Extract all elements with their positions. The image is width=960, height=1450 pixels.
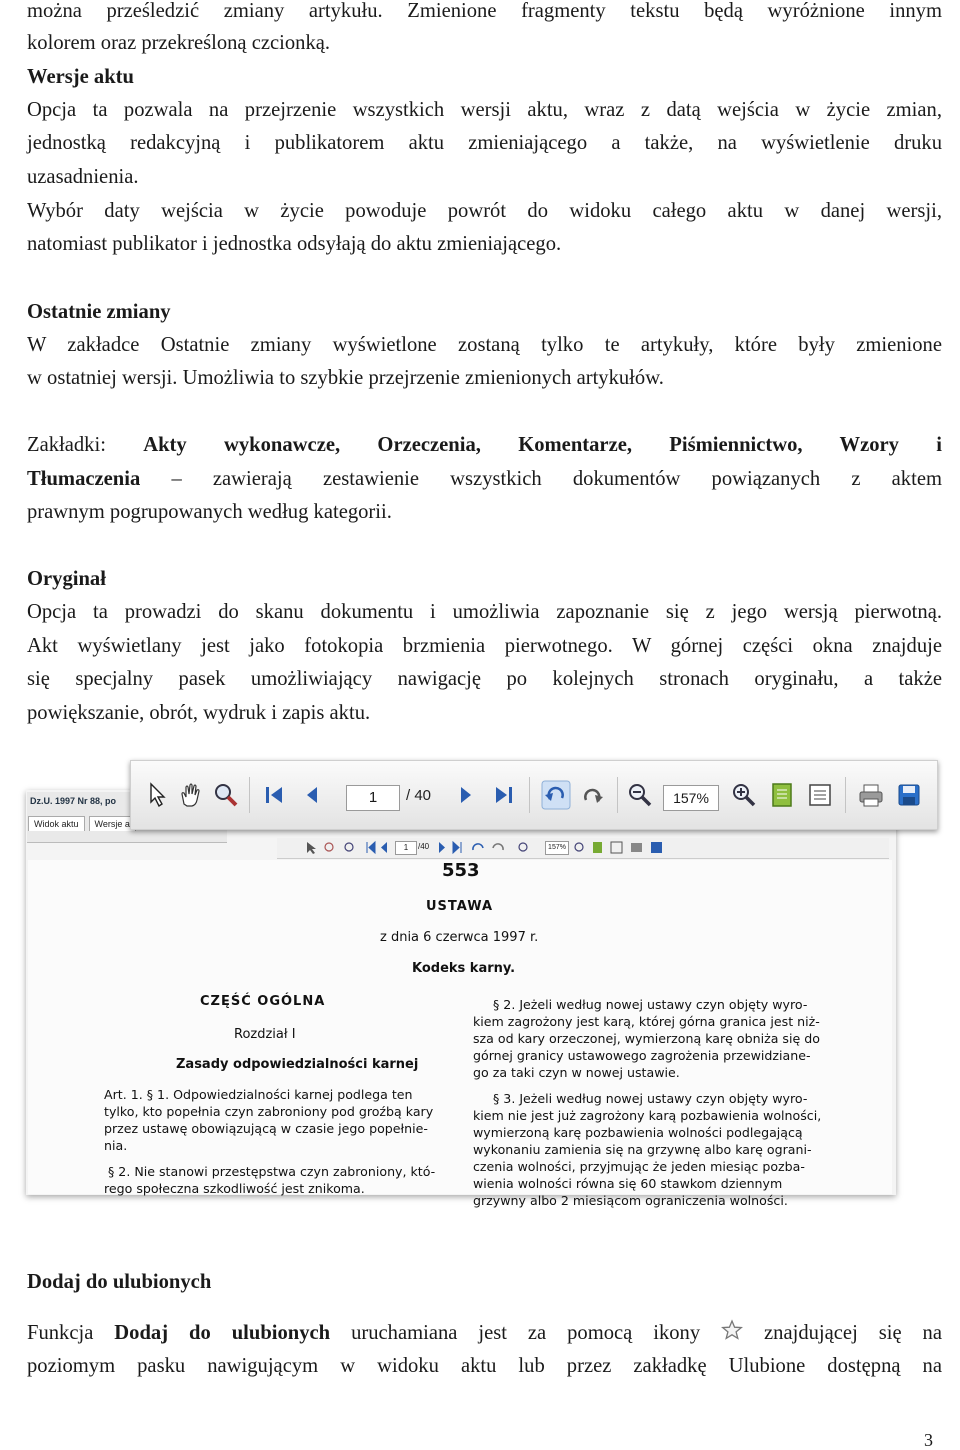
dodaj-pre: Funkcja <box>27 1322 94 1344</box>
scan-right-line: kiem zagrożony jest karą, której górna granica jest niż- <box>473 1014 820 1029</box>
viewer-tabs <box>28 816 136 831</box>
wersje-line-1: Opcja ta pozwala na przejrzenie wszystkich wersji aktu, wraz z datą wejścia w życie zmian, <box>27 99 942 121</box>
intro-line-2: kolorem oraz przekreśloną czcionką. <box>27 32 331 54</box>
zoom-out-icon[interactable] <box>625 781 655 809</box>
zakladki-bold-2: Tłumaczenia <box>27 468 141 490</box>
rotate-right-icon[interactable] <box>579 781 609 809</box>
zakladki-line-2 <box>27 463 942 497</box>
heading-dodaj-do-ulubionych: Dodaj do ulubionych <box>27 1271 212 1293</box>
rotate-left-icon[interactable] <box>539 781 573 809</box>
scanned-page <box>28 860 892 1208</box>
last-page-icon[interactable] <box>489 781 519 809</box>
oryginal-line-1: Opcja ta prowadzi do skanu dokumentu i umożliwia zapoznanie się z jego wersją pierwotną. <box>27 601 942 623</box>
small-zoom-input[interactable]: 157% <box>545 841 569 855</box>
next-page-icon[interactable] <box>451 781 481 809</box>
oryginal-line-3: się specjalny pasek umożliwiający nawigację po kolejnych stronach oryginału, a także <box>27 668 942 690</box>
scan-right-line: kiem nie jest już zagrożony karą pozbawienia wolności, <box>473 1108 822 1123</box>
dodaj-bold: Dodaj do ulubionych <box>114 1322 331 1344</box>
dodaj-line-1 <box>27 1317 942 1353</box>
heading-ostatnie-zmiany: Ostatnie zmiany <box>27 301 171 323</box>
scan-right-line: czenia wolności, przyjmując że jeden miesiąc pozba- <box>473 1159 805 1174</box>
scan-left-line: tylko, kto popełnia czyn zabroniony pod groźbą kary <box>104 1104 434 1119</box>
first-page-icon[interactable] <box>259 781 289 809</box>
zoom-search-icon[interactable] <box>211 781 241 809</box>
select-arrow-icon[interactable] <box>143 781 171 809</box>
scan-right-line: wienia wolności równa się 60 stawkom dziennym <box>473 1176 783 1191</box>
prev-page-icon[interactable] <box>297 781 327 809</box>
toolbar-separator <box>845 777 846 813</box>
zakladki-prefix: Zakładki: <box>27 434 106 456</box>
scan-left-line: § 2. Nie stanowi przestępstwa czyn zabroniony, któ- <box>108 1164 436 1179</box>
zoom-in-icon[interactable] <box>729 781 759 809</box>
magnified-toolbar <box>130 760 938 830</box>
toolbar-separator <box>617 777 618 813</box>
zoom-level-input[interactable]: 157% <box>663 785 719 811</box>
scan-left-line: rego społeczna szkodliwość jest znikoma. <box>104 1181 365 1196</box>
heading-wersje-aktu: Wersje aktu <box>27 66 134 88</box>
tab-wersje-aktu[interactable]: Wersje a <box>89 816 136 831</box>
zakladki-line-1 <box>27 429 942 463</box>
scan-name: Kodeks karny. <box>412 961 516 976</box>
fit-width-icon[interactable] <box>805 781 835 809</box>
small-toolbar <box>277 838 889 859</box>
small-page-total: /40 <box>418 842 430 851</box>
zakladki-line-3: prawnym pogrupowanych według kategorii. <box>27 501 392 523</box>
ostatnie-line-1: W zakładce Ostatnie zmiany wyświetlone zostaną tylko te artykuły, które były zmienione <box>27 334 942 356</box>
oryginal-line-4: powiększanie, obrót, wydruk i zapis aktu. <box>27 702 371 724</box>
dodaj-line-2: poziomym pasku nawigującym w widoku aktu lub przez zakładkę Ulubione dostępną na <box>27 1355 942 1377</box>
zakladki-bold-1: Akty wykonawcze, Orzeczenia, Komentarze, Piśmiennictwo, Wzory i <box>143 434 942 456</box>
dodaj-post: znajdującej się na <box>764 1322 942 1344</box>
scan-left-line: przez ustawę obowiązującą w czasie jego popełnie- <box>104 1121 428 1136</box>
scan-right-line: go za taki czyn w nowej ustawie. <box>473 1065 680 1080</box>
save-icon[interactable] <box>893 781 925 809</box>
scan-right-line: grzywny albo 2 miesiącom ograniczenia wolności. <box>473 1193 788 1208</box>
scan-right-line: górnej granicy ustawowego zagrożenia przewidziane- <box>473 1048 811 1063</box>
scan-chapter: Rozdział I <box>234 1027 296 1042</box>
scan-right-line: § 3. Jeżeli według nowej ustawy czyn objęty wyro- <box>493 1091 808 1106</box>
scan-left-line: Art. 1. § 1. Odpowiedzialności karnej podlega ten <box>104 1087 413 1102</box>
dodaj-mid: uruchamiana jest za pomocą ikony <box>351 1322 701 1344</box>
hand-icon[interactable] <box>175 781 205 809</box>
doc-header-label: Dz.U. 1997 Nr 88, po <box>30 796 117 806</box>
print-icon[interactable] <box>855 781 887 809</box>
scan-title: USTAWA <box>426 899 494 914</box>
fit-page-icon[interactable] <box>767 781 797 809</box>
wybor-line-2: natomiast publikator i jednostka odsyłają do aktu zmieniającego. <box>27 233 562 255</box>
page-number: 3 <box>924 1430 933 1450</box>
page-number-input[interactable]: 1 <box>346 785 400 811</box>
scan-date: z dnia 6 czerwca 1997 r. <box>380 930 539 945</box>
ostatnie-line-2: w ostatniej wersji. Umożliwia to szybkie przejrzenie zmienionych artykułów. <box>27 367 664 389</box>
oryginal-line-2: Akt wyświetlany jest jako fotokopia brzmienia pierwotnego. W górnej części okna znajduje <box>27 635 942 657</box>
star-icon <box>721 1319 743 1353</box>
toolbar-separator <box>529 777 530 813</box>
scan-right-line: wykonaniu zamienia się na grzywnę albo karę ograni- <box>473 1142 812 1157</box>
wybor-line-1: Wybór daty wejścia w życie powoduje powrót do widoku całego aktu w danej wersji, <box>27 200 942 222</box>
scan-part: CZĘŚĆ OGÓLNA <box>200 994 326 1009</box>
wersje-line-2: jednostką redakcyjną i publikatorem aktu zmieniającego a także, na wyświetlenie druku <box>27 132 942 154</box>
pdf-viewer-screenshot <box>24 758 938 1208</box>
heading-oryginal: Oryginał <box>27 568 106 590</box>
small-page-input[interactable]: 1 <box>395 841 417 855</box>
scan-right-line: § 2. Jeżeli według nowej ustawy czyn objęty wyro- <box>493 997 808 1012</box>
zakladki-rest: – zawierają zestawienie wszystkich dokumentów powiązanych z aktem <box>171 468 942 490</box>
scan-chapter-title: Zasady odpowiedzialności karnej <box>176 1057 419 1072</box>
scan-left-line: nia. <box>104 1138 128 1153</box>
scan-number: 553 <box>442 860 480 881</box>
intro-line-1: można prześledzić zmiany artykułu. Zmienione fragmenty tekstu będą wyróżnione innym <box>27 0 942 22</box>
page-total: / 40 <box>406 787 432 804</box>
scan-right-line: wymierzoną karę pozbawienia wolności podlegającą <box>473 1125 803 1140</box>
tab-widok-aktu[interactable]: Widok aktu <box>28 816 85 831</box>
wersje-line-3: uzasadnienia. <box>27 166 139 188</box>
scan-right-line: sza od kary orzeczonej, wymierzoną karę obniża się do <box>473 1031 820 1046</box>
toolbar-separator <box>249 777 250 813</box>
